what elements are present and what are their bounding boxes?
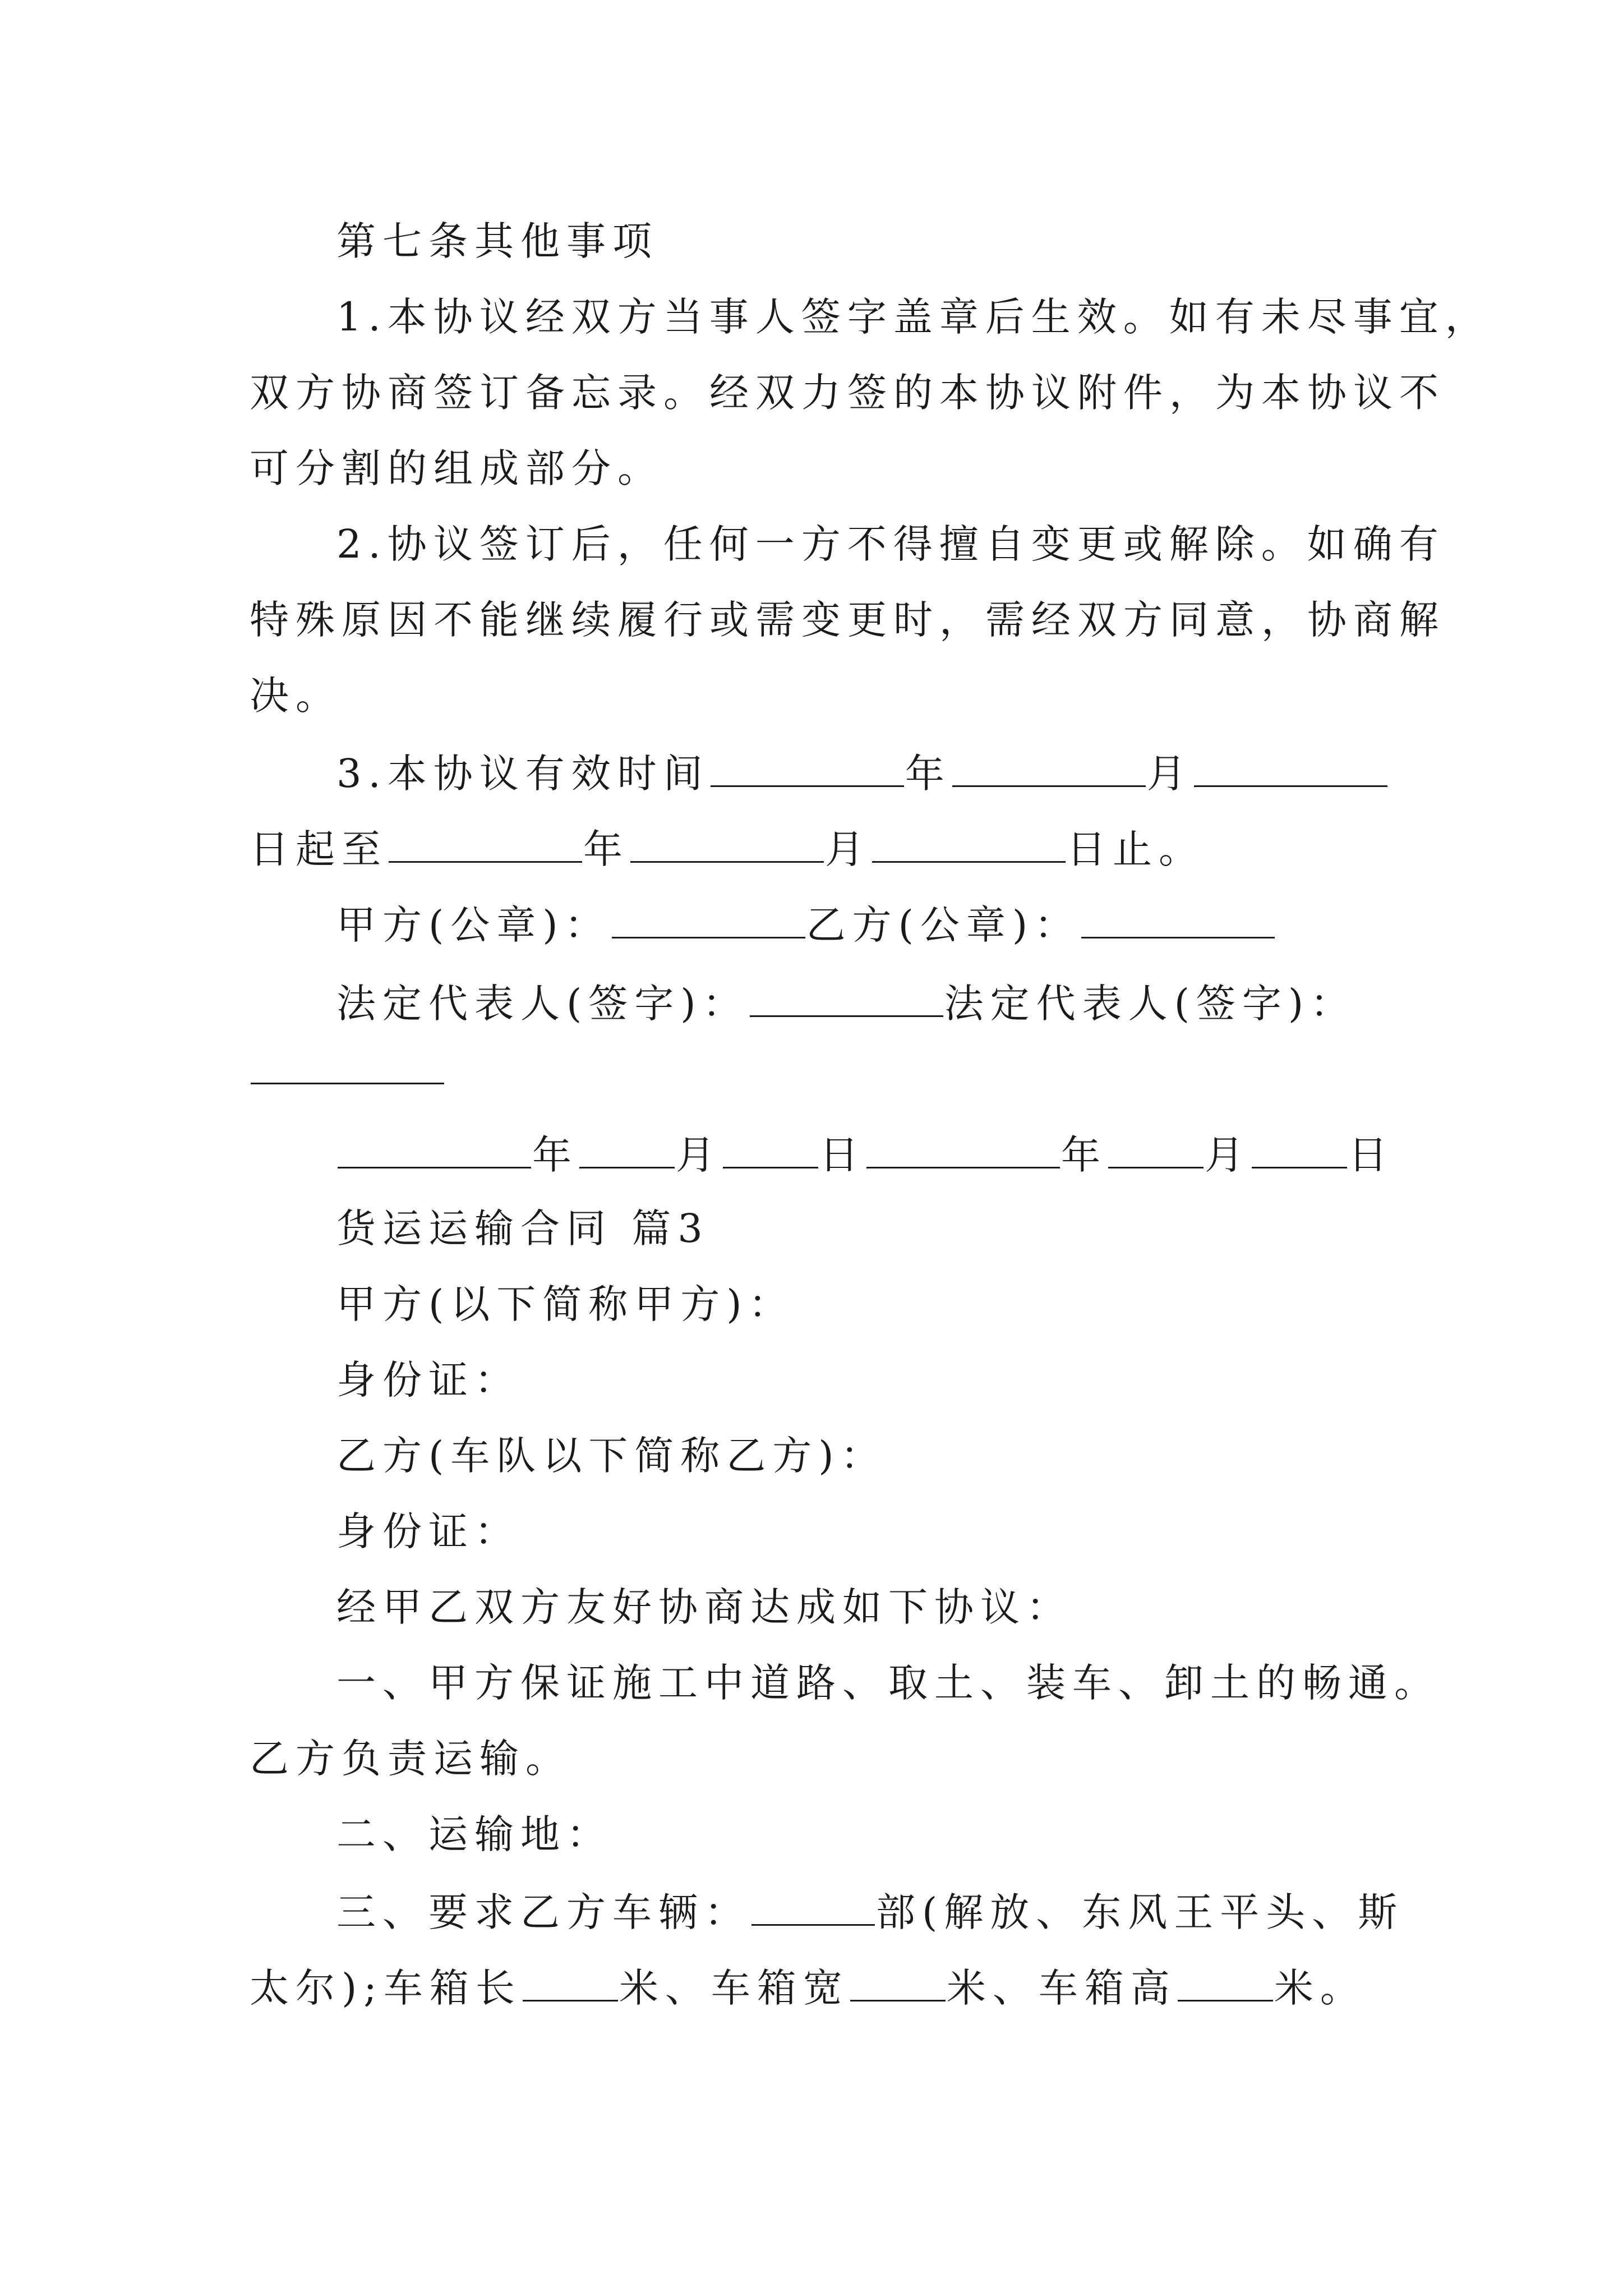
year-label: 年: [583, 826, 629, 872]
article7-item1-line1: 1.本协议经双方当事人签字盖章后生效。如有未尽事宜，: [336, 294, 1491, 340]
meter-sep1: 米、车箱宽: [619, 1965, 849, 2011]
clause2-line: 二、运输地：: [336, 1811, 612, 1857]
legal-rep-b-label: 法定代表人(签字)：: [944, 981, 1357, 1027]
id-b-line: 身份证：: [336, 1508, 520, 1554]
article7-item2-line1: 2.协议签订后，任何一方不得擅自变更或解除。如确有: [336, 521, 1445, 567]
day-label: 日: [819, 1132, 865, 1178]
meter-sep2: 米、车箱高: [946, 1965, 1177, 2011]
month-label: 月: [1205, 1132, 1251, 1178]
clause3-prefix: 三、要求乙方车辆：: [336, 1889, 750, 1935]
start-year-blank[interactable]: [711, 746, 904, 787]
sign-day-a-blank[interactable]: [723, 1128, 818, 1168]
month-label: 月: [1146, 751, 1193, 797]
intro-line: 经甲乙双方友好协商达成如下协议：: [336, 1584, 1072, 1630]
legal-rep-b-blank[interactable]: [251, 1043, 444, 1084]
box-height-blank[interactable]: [1178, 1961, 1273, 2001]
party-b-seal-blank[interactable]: [1081, 898, 1275, 938]
year-label: 年: [532, 1132, 578, 1178]
article7-item2-line3: 决。: [250, 673, 342, 719]
legal-rep-b-blank-line: [250, 1043, 1427, 1096]
sign-month-b-blank[interactable]: [1108, 1128, 1204, 1168]
meter-end: 米。: [1274, 1965, 1366, 2011]
vehicle-count-blank[interactable]: [751, 1885, 875, 1926]
party-b-seal-label: 乙方(公章)：: [806, 902, 1081, 948]
legal-rep-a-label: 法定代表人(签字)：: [336, 981, 749, 1027]
party-a-seal-blank[interactable]: [612, 898, 805, 938]
id-a-line: 身份证：: [336, 1357, 520, 1403]
clause3-unit: 部(解放、东风王平头、斯: [876, 1889, 1404, 1935]
end-year-blank[interactable]: [389, 822, 582, 863]
article7-item3-line1: [336, 746, 1514, 799]
box-width-blank[interactable]: [850, 1961, 946, 2001]
date-line: [336, 1128, 1514, 1180]
party-a-seal-label: 甲方(公章)：: [336, 902, 611, 948]
day-label: 日: [1348, 1132, 1394, 1178]
until-label: 日止。: [1067, 826, 1205, 872]
month-label: 月: [825, 826, 871, 872]
year-label: 年: [905, 751, 951, 797]
sign-month-a-blank[interactable]: [579, 1128, 675, 1168]
article7-item2-line2: 特殊原因不能继续履行或需变更时，需经双方同意，协商解: [250, 597, 1445, 643]
clause1-line2: 乙方负责运输。: [250, 1736, 571, 1782]
article7-item3-line2: [250, 822, 1427, 875]
from-label: 日起至: [250, 826, 388, 872]
end-day-blank[interactable]: [872, 822, 1066, 863]
start-month-blank[interactable]: [952, 746, 1146, 787]
end-month-blank[interactable]: [630, 822, 824, 863]
start-day-blank[interactable]: [1194, 746, 1387, 787]
article7-title: 第七条其他事项: [336, 218, 658, 264]
sign-year-b-blank[interactable]: [866, 1128, 1060, 1168]
clause3-line2: [250, 1961, 1427, 2013]
month-label: 月: [676, 1132, 722, 1178]
clause1-line1: 一、甲方保证施工中道路、取土、装车、卸土的畅通。: [336, 1660, 1440, 1706]
article7-item1-line3: 可分割的组成部分。: [250, 445, 663, 491]
clause3-line2-prefix: 太尔);车箱长: [250, 1965, 522, 2011]
clause3-line1: [336, 1885, 1514, 1938]
contract3-heading: 货运运输合同 篇3: [336, 1205, 709, 1251]
legal-rep-line: [336, 976, 1514, 1029]
article7-item1-line2: 双方协商签订备忘录。经双力签的本协议附件，为本协议不: [250, 370, 1445, 416]
sign-day-b-blank[interactable]: [1252, 1128, 1347, 1168]
item3-prefix: 3.本协议有效时间: [336, 751, 709, 797]
legal-rep-a-blank[interactable]: [750, 976, 943, 1017]
box-length-blank[interactable]: [523, 1961, 618, 2001]
party-a-line: 甲方(以下简称甲方)：: [336, 1281, 795, 1327]
party-b-line: 乙方(车队以下简称乙方)：: [336, 1433, 887, 1479]
sign-year-a-blank[interactable]: [338, 1128, 531, 1168]
year-label: 年: [1061, 1132, 1107, 1178]
seal-line: [336, 898, 1514, 950]
